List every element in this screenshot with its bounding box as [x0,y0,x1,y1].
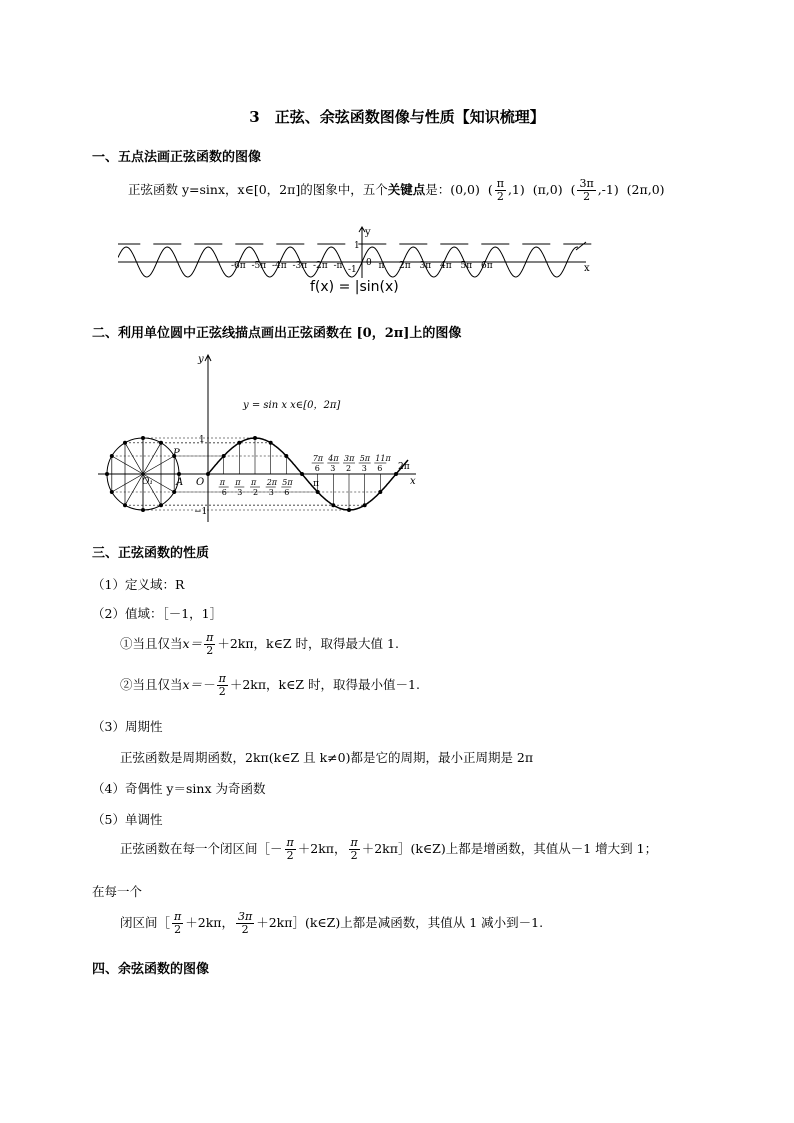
y-neg-one-label: −1 [194,507,208,517]
sine-wave-graph [118,222,598,278]
y-min-label: -1 [348,265,357,275]
max-fraction [204,632,215,657]
frac-num: 3π [238,910,253,923]
point-2-open: ( [487,182,493,197]
curve-point [284,454,288,458]
upper-tick-num: 5π [359,454,371,463]
min-text-a: ②当且仅当 [120,677,183,692]
frac-den: 2 [350,849,358,862]
point-4-open: ( [570,182,576,197]
radius-line [125,474,143,505]
curve-point [253,436,257,440]
upper-tick-num: 4π [328,454,339,463]
upper-tick-den: 3 [361,464,367,473]
y-one-label: 1 [199,435,205,445]
inc-text-c: ＋2kπ］(k∈Z)上都是增函数，其值从－1 增大到 1； [361,841,658,856]
x-tick-label: -5π [251,261,267,271]
x-tick-label: 2π [399,261,411,271]
max-condition [120,632,399,657]
inc-fraction-2 [349,837,360,862]
frac-den: 2 [218,685,226,698]
x-axis-label: x [584,263,590,274]
curve-point [378,490,382,494]
curve-point [300,472,304,476]
upper-tick-labels [312,454,392,473]
x-tick-label: 4π [440,261,452,271]
intro-text: 正弦函数 y=sinx，x∈[0，2π]的图象中，五个 [128,182,388,197]
upper-tick-den: 3 [330,464,336,473]
x-tick-label: 5π [460,261,473,271]
curve-point [394,472,398,476]
frac-num: π [350,836,358,849]
dec-text-c: ＋2kπ］(k∈Z)上都是减函数，其值从 1 减小到－1. [256,915,544,930]
x-tick-label: -3π [292,261,308,271]
section-1-heading: 一、五点法画正弦函数的图像 [92,150,262,165]
lower-tick-num: π [251,478,257,487]
lower-tick-den: 6 [221,488,227,497]
x-tick-label: -4π [272,261,287,271]
curve-point [237,441,241,445]
frac-num: 3π [579,177,594,190]
x-tick-label: 6π [481,261,493,271]
increasing-interval [120,837,657,862]
point-4-fraction [577,178,595,203]
lower-tick-den: 6 [284,488,290,497]
point-4-close: ,-1) [597,182,619,197]
min-text-b: ＋2kπ，k∈Z 时，取得最小值－1. [229,677,420,692]
min-x: x＝－ [182,677,215,692]
lower-tick-num: 5π [282,478,293,487]
point-2-fraction [495,178,506,203]
lower-tick-num: 2π [266,478,278,487]
dec-fraction-1 [172,911,183,936]
parity-text: （4）奇偶性 y＝sinx 为奇函数 [92,781,266,796]
max-x: x＝ [182,636,203,651]
point-3: (π,0) [532,182,563,197]
x-tick-label: -2π [313,261,328,271]
section-4-heading: 四、余弦函数的图像 [92,962,210,977]
two-pi-label: 2π [398,462,410,472]
min-fraction [217,673,228,698]
monotonic-heading: （5）单调性 [92,812,163,827]
origin-label: O [196,477,205,488]
x-tick-label: 3π [419,261,432,271]
radius-line [143,443,161,474]
lower-tick-labels [219,478,294,497]
pi-label: π [313,479,319,489]
x-tick-label: -6π [231,261,246,271]
upper-tick-num: 7π [312,454,324,463]
frac-den: 2 [206,644,214,657]
point-5: (2π,0) [626,182,665,197]
curve-point [347,508,351,512]
decreasing-interval [120,911,543,936]
y-axis-label: y [198,354,204,365]
dec-text-b: ＋2kπ， [185,915,234,930]
period-heading: （3）周期性 [92,719,163,734]
section-2-heading: 二、利用单位圆中正弦线描点画出正弦函数在 [0，2π]上的图像 [92,326,462,341]
frac-num: π [218,672,226,685]
x-tick-label: -π [333,261,343,271]
curve-point [363,503,367,507]
range-text: （2）值域：［－1，1］ [92,606,223,621]
max-text-b: ＋2kπ，k∈Z 时，取得最大值 1. [217,636,399,651]
upper-tick-den: 6 [314,464,320,473]
upper-tick-den: 2 [346,464,352,473]
radius-line [112,474,143,492]
curve-point [206,472,210,476]
domain-text: （1）定义域：R [92,577,185,592]
upper-tick-num: 11π [375,454,391,463]
lower-tick-den: 3 [268,488,274,497]
lower-tick-num: π [235,478,241,487]
upper-tick-den: 6 [377,464,383,473]
unit-circle-sine-graph [98,350,423,525]
inc-text-a: 正弦函数在每一个闭区间［－ [120,841,283,856]
upper-tick-num: 3π [344,454,355,463]
dec-fraction-2 [236,911,254,936]
origin-label: 0 [366,258,372,268]
radius-line [125,443,143,474]
curve-point [269,441,273,445]
frac-num: π [174,910,182,923]
frac-num: π [286,836,294,849]
lower-tick-den: 3 [237,488,243,497]
frac-den: 2 [496,190,504,203]
curve-point [222,454,226,458]
frac-den: 2 [241,923,249,936]
period-text: 正弦函数是周期函数，2kπ(k∈Z 且 k≠0)都是它的周期，最小正周期是 2π [120,750,534,765]
curve-point [316,490,320,494]
point-1: 是：(0,0) [425,182,480,197]
dec-text-a: 闭区间［ [120,915,171,930]
intro-bold: 关键点 [387,182,426,197]
curve-point [331,503,335,507]
a-label: A [176,477,184,488]
y-max-label: 1 [354,241,360,251]
x-axis-label: x [410,476,416,487]
frac-num: π [206,631,214,644]
section-3-heading: 三、正弦函数的性质 [92,546,210,561]
radius-line [112,456,143,474]
o1-label: O₁ [142,477,153,487]
frac-den: 2 [583,190,591,203]
frac-num: π [496,177,504,190]
increasing-continued: 在每一个 [92,884,143,899]
lower-tick-den: 2 [253,488,259,497]
x-axis-arrow [576,242,586,250]
p-label: P [173,448,180,459]
frac-den: 2 [174,923,182,936]
equation-label: y = sin x x∈[0，2π] [243,400,341,411]
frac-den: 2 [286,849,294,862]
point-2-close: ,1) [507,182,525,197]
graph-caption: f(x) = |sin(x) [310,279,399,295]
radius-line [143,456,174,474]
key-points-line [128,178,665,203]
min-condition [120,673,420,698]
lower-tick-num: π [219,478,225,487]
max-text-a: ①当且仅当 [120,636,183,651]
x-tick-label: π [378,261,385,271]
inc-fraction-1 [285,837,296,862]
y-axis-label: y [365,227,371,238]
page-title: 3 正弦、余弦函数图像与性质【知识梳理】 [249,108,545,126]
inc-text-b: ＋2kπ， [297,841,347,856]
